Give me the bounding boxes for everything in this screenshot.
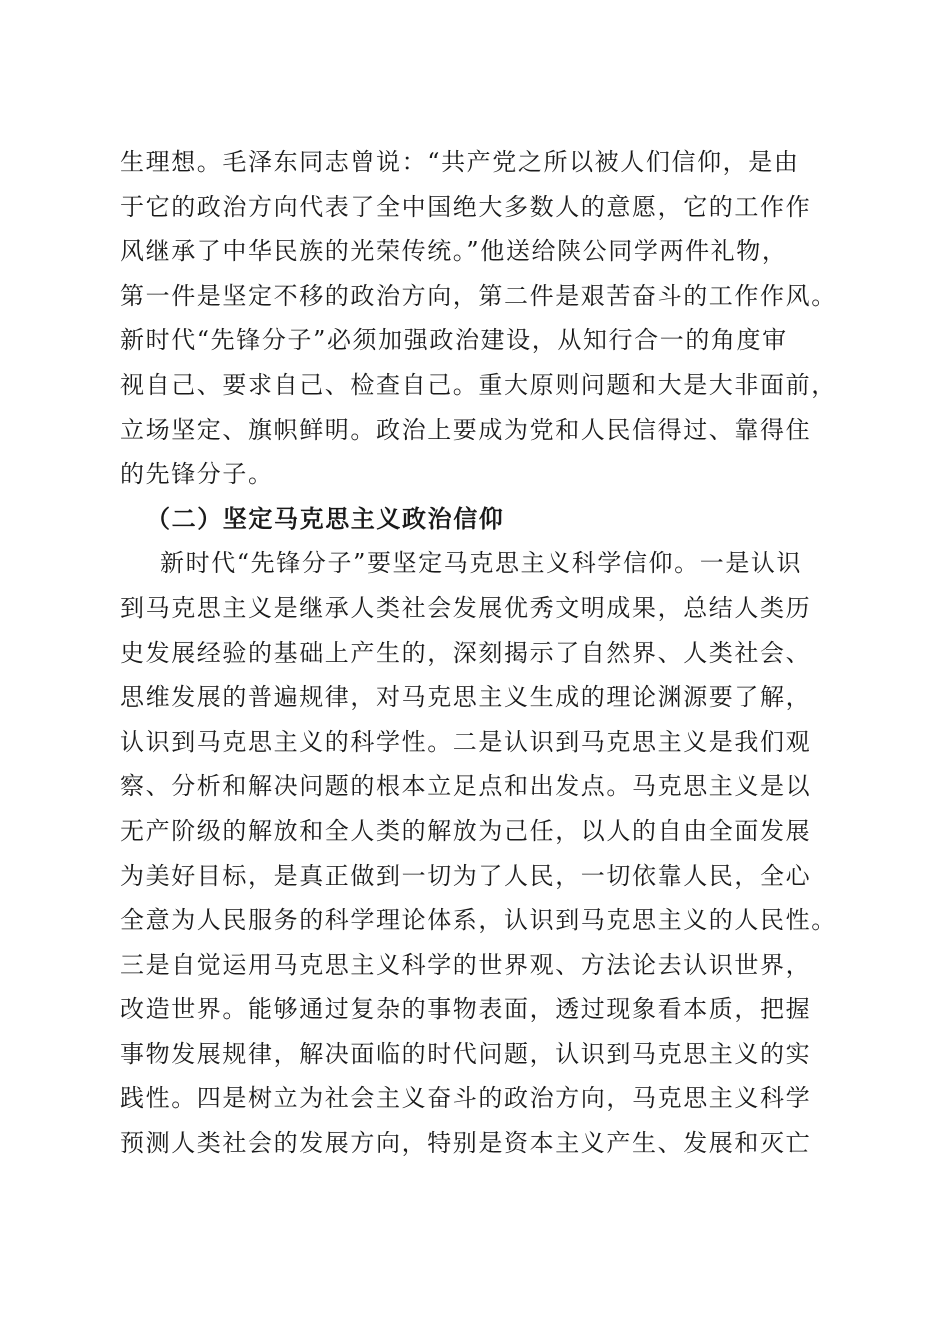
paragraph-line: 预测人类社会的发展方向，特别是资本主义产生、发展和灭亡 xyxy=(120,1129,812,1158)
paragraph-line: 新时代“先锋分子”要坚定马克思主义科学信仰。一是认识 xyxy=(160,549,803,578)
paragraph-line: 第一件是坚定不移的政治方向，第二件是艰苦奋斗的工作作风。 xyxy=(120,281,837,310)
paragraph-line: 于它的政治方向代表了全中国绝大多数人的意愿，它的工作作 xyxy=(120,192,812,221)
paragraph-line: 的先锋分子。 xyxy=(120,460,274,489)
paragraph-line: 思维发展的普遍规律，对马克思主义生成的理论渊源要了解， xyxy=(120,683,812,712)
paragraph-line: 察、分析和解决问题的根本立足点和出发点。马克思主义是以 xyxy=(120,772,812,801)
document-body xyxy=(120,140,840,1166)
paragraph-line: 全意为人民服务的科学理论体系，认识到马克思主义的人民性。 xyxy=(120,906,837,935)
paragraph-line: 无产阶级的解放和全人类的解放为己任，以人的自由全面发展 xyxy=(120,816,812,845)
paragraph-line: 事物发展规律，解决面临的时代问题，认识到马克思主义的实 xyxy=(120,1039,812,1068)
paragraph-line: 三是自觉运用马克思主义科学的世界观、方法论去认识世界， xyxy=(120,950,812,979)
paragraph-line: 生理想。毛泽东同志曾说：“共产党之所以被人们信仰，是由 xyxy=(120,148,800,176)
paragraph-line: 风继承了中华民族的光荣传统。”他送给陕公同学两件礼物， xyxy=(120,237,788,266)
section-heading: （二）坚定马克思主义政治信仰 xyxy=(146,503,505,533)
paragraph-line: 史发展经验的基础上产生的，深刻揭示了自然界、人类社会、 xyxy=(120,638,812,667)
paragraph-line: 立场坚定、旗帜鲜明。政治上要成为党和人民信得过、靠得住 xyxy=(120,415,812,444)
paragraph-line: 视自己、要求自己、检查自己。重大原则问题和大是大非面前， xyxy=(120,370,837,399)
paragraph-line: 新时代“先锋分子”必须加强政治建设，从知行合一的角度审 xyxy=(120,326,788,355)
paragraph-line: 改造世界。能够通过复杂的事物表面，透过现象看本质，把握 xyxy=(120,995,812,1024)
paragraph-line: 到马克思主义是继承人类社会发展优秀文明成果，总结人类历 xyxy=(120,593,812,622)
paragraph-line: 践性。四是树立为社会主义奋斗的政治方向，马克思主义科学 xyxy=(120,1084,812,1113)
paragraph-line: 为美好目标，是真正做到一切为了人民，一切依靠人民，全心 xyxy=(120,861,812,890)
paragraph-line: 认识到马克思主义的科学性。二是认识到马克思主义是我们观 xyxy=(120,727,812,756)
